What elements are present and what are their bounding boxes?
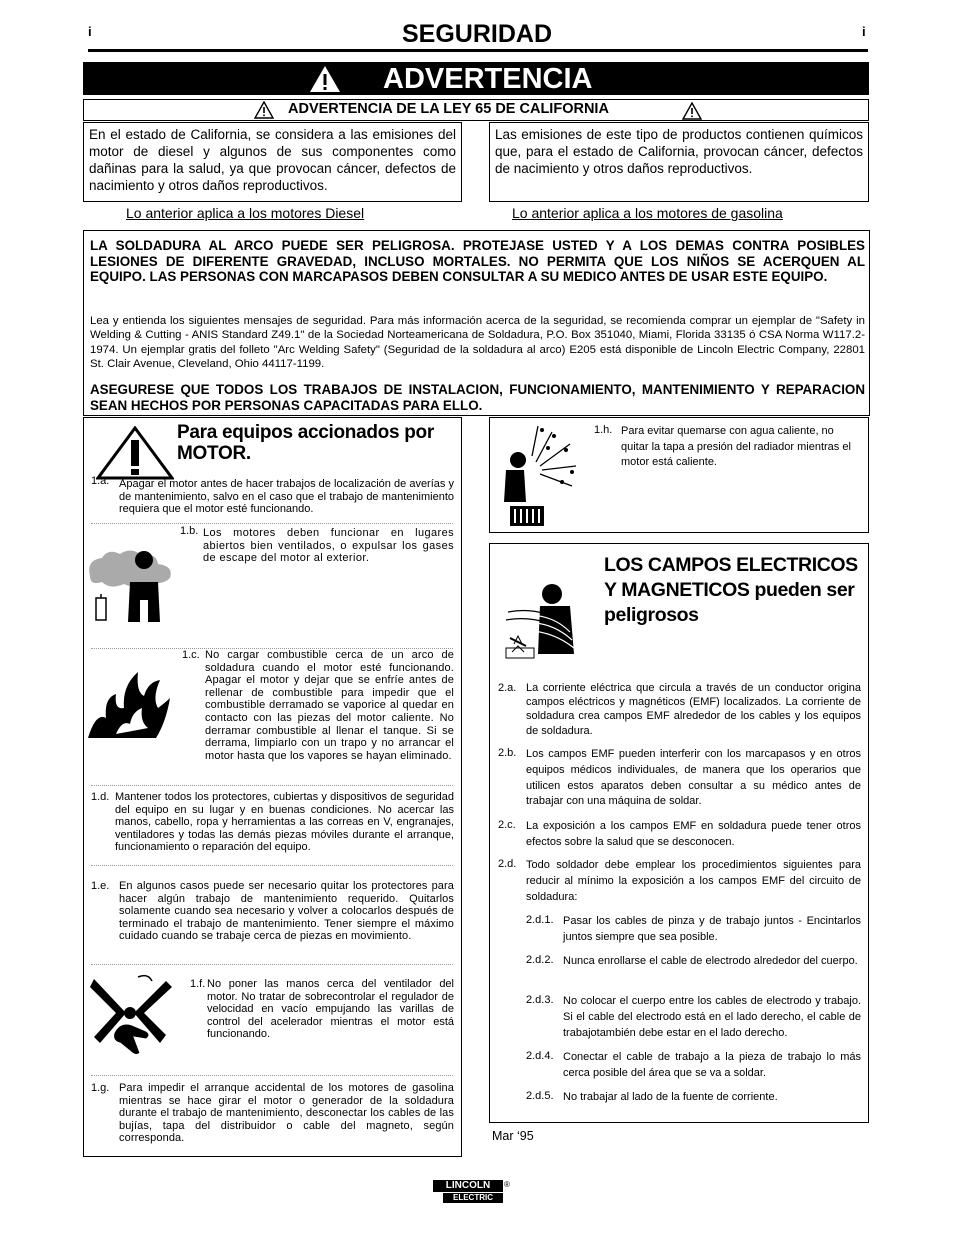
item-text: La exposición a los campos EMF en soldadura puede tener otros efectos sobre la salud que se desconocen. (526, 820, 861, 848)
info-text: Lea y entienda los siguientes mensajes de seguridad. Para más información acerca de la seguridad, se recomienda comprar un ejemplar de "Safety in Welding & Cutting - ANIS Standard Z49.1" de la Sociedad Norteamericana de Soldadura, P.O. Box 351040, Miami, Florida 33135 ó CSA Norma W117.2-1974. Un ejemplar gratis del folleto "Arc Welding Safety" (Seguridad de la soldadura al arco) E205 está disponible de Lincoln Electric Company, 22801 St. Clair Avenue, Cleveland, Ohio 44117-1199. (90, 315, 865, 371)
fire-icon (86, 668, 174, 740)
warning-banner (83, 62, 869, 95)
item-text: No cargar combustible cerca de un arco de soldadura cuando el motor esté funcionando. Apagar el motor y dejar que se enfríe antes de rellenar de combustible para impedir que el combustible derramado se vaporice al quedar en contacto con las piezas del motor caliente. No derramar combustible al llenar el tanque. Si se derrama, limpiarlo con un trapo y no arrancar el motor hasta que los vapores se hayan eliminado. (205, 649, 454, 762)
item-id: 2.d. (498, 858, 517, 870)
prop65-heading-box (83, 99, 869, 121)
item-id: 2.d.1. (526, 914, 554, 926)
item-id: 2.c. (498, 819, 516, 831)
item-text: Los campos EMF pueden interferir con los marcapasos y en otros equipos médicos individuales, de manera que los operarios que utilicen estos aparatos deben consultar a su médico antes de trabajar con una máquina de soldar. (526, 748, 861, 808)
warning-triangle-icon (96, 426, 174, 480)
item-id: 2.b. (498, 747, 517, 759)
item-text: Pasar los cables de pinza y de trabajo juntos - Encintarlos juntos siempre que sea posible. (563, 915, 861, 943)
divider (91, 523, 453, 524)
item-text: Conectar el cable de trabajo a la pieza de trabajo lo más cerca posible del área que se va a soldar. (563, 1051, 861, 1079)
item-id: 1.h. (594, 424, 613, 436)
item-id: 2.d.4. (526, 1050, 554, 1062)
divider (91, 865, 453, 866)
item-text: La corriente eléctrica que circula a través de un conductor origina campos eléctricos y magnéticos (EMF) localizados. La corriente de soldadura crea campos EMF alrededor de los cables y los equipos de soldadura. (526, 682, 861, 737)
item-text: Todo soldador debe emplear los procedimientos siguientes para reducir al mínimo la exposición a los campos EMF del circuito de soldadura: (526, 859, 861, 903)
item-id: 1.b. (180, 525, 199, 537)
warning-banner-title: ADVERTENCIA (383, 63, 593, 95)
item-id: 2.d.3. (526, 994, 554, 1006)
warning-triangle-icon (682, 102, 702, 120)
item-id: 1.g. (91, 1082, 110, 1094)
prop65-gasoline-caption: Lo anterior aplica a los motores de gasolina (512, 205, 783, 221)
item-id: 2.d.2. (526, 954, 554, 966)
item-text: En algunos casos puede ser necesario quitar los protectores para hacer algún trabajo de mantenimiento requerido. Quitarlos solamente cuando sea necesario y volver a colocarlos después de terminado el trabajo de mantenimiento. Tener siempre el máximo cuidado cuando se trabaje cerca de piezas en movimiento. (119, 880, 454, 943)
item-id: 1.f. (190, 978, 206, 990)
item-id: 1.c. (182, 649, 200, 661)
logo-bottom: ELECTRIC (443, 1193, 503, 1203)
item-text: Para impedir el arranque accidental de los motores de gasolina mientras se hace girar el motor o generador de la soldadura durante el trabajo de mantenimiento, desconectar los cables de las bujías, tapa del distribuidor o cable del magneto, según corresponda. (119, 1082, 454, 1145)
item-id: 1.a. (91, 475, 110, 487)
item-text: No poner las manos cerca del ventilador del motor. No tratar de sobrecontrolar el regulador de velocidad en vacío empujando las varillas de control del acelerador mientras el motor está funcionando. (207, 978, 454, 1041)
prop65-heading: ADVERTENCIA DE LA LEY 65 DE CALIFORNIA (288, 101, 609, 117)
prop65-gasoline-text: Las emisiones de este tipo de productos contienen químicos que, para el estado de California, provocan cáncer, defectos de nacimiento y otros daños reproductivos. (489, 122, 869, 202)
exhaust-fumes-icon (86, 546, 178, 626)
radiator-box (489, 417, 869, 533)
lincoln-electric-logo (433, 1180, 511, 1206)
logo-top: LINCOLN (433, 1180, 503, 1192)
section-title: SEGURIDAD (401, 20, 552, 48)
item-id: 1.e. (91, 880, 110, 892)
emf-heading: LOS CAMPOS ELECTRICOS Y MAGNETICOS pueden ser peligrosos (604, 554, 858, 626)
revision-date: Mar ‘95 (492, 1129, 534, 1143)
item-text: Mantener todos los protectores, cubiertas y dispositivos de seguridad del equipo en su lugar y en buenas condiciones. No acercar las manos, cabello, ropa y herramientas a las correas en V, engranajes, ventiladores y todas las demás piezas móviles durante el arranque, funcionamiento o reparación del equipo. (115, 791, 454, 854)
item-id: 1.d. (91, 791, 110, 803)
page-number-right: i (862, 24, 866, 39)
divider (91, 1075, 453, 1076)
item-id: 2.a. (498, 682, 517, 694)
main-warning-box (83, 230, 870, 416)
item-text: Nunca enrollarse el cable de electrodo alrededor del cuerpo. (563, 955, 858, 967)
motor-section (83, 417, 462, 1157)
item-text: Para evitar quemarse con agua caliente, no quitar la tapa a presión del radiador mientras el motor está caliente. (621, 425, 851, 469)
item-text: Apagar el motor antes de hacer trabajos de localización de averías y de mantenimiento, salvo en el caso que el trabajo de mantenimiento requiera que el motor esté funcionando. (119, 478, 454, 516)
emf-section (489, 543, 869, 1123)
qualified-text: ASEGURESE QUE TODOS LOS TRABAJOS DE INSTALACION, FUNCIONAMIENTO, MANTENIMIENTO Y REPARACION SEAN HECHOS POR PERSONAS CAPACITADAS PARA ELLO. (90, 382, 865, 413)
item-text: No colocar el cuerpo entre los cables de electrodo y trabajo. Si el cable del electrodo está en el lado derecho, el cable de trabajotambién debe estar en el lado derecho. (563, 995, 861, 1039)
item-id: 2.d.5. (526, 1090, 554, 1102)
warning-triangle-icon (309, 65, 341, 93)
logo-registered-mark: ® (504, 1180, 510, 1189)
page-number-left: i (88, 24, 92, 39)
warning-triangle-icon (254, 101, 274, 119)
divider (91, 785, 453, 786)
prop65-diesel-caption: Lo anterior aplica a los motores Diesel (126, 205, 365, 221)
header-rule (88, 49, 868, 52)
item-text: No trabajar al lado de la fuente de corriente. (563, 1091, 778, 1103)
prop65-diesel-text: En el estado de California, se considera a las emisiones del motor de diesel y algunos de sus componentes como dañinas para la salud, ya que provocan cáncer, defectos de nacimiento y otros daños reproductivos. (83, 122, 462, 202)
motor-heading: Para equipos accionados por MOTOR. (177, 422, 434, 464)
hot-water-spray-icon (492, 422, 582, 528)
fan-hand-icon (86, 973, 176, 1059)
emf-welder-icon (500, 582, 582, 662)
item-text: Los motores deben funcionar en lugares abiertos bien ventilados, o expulsar los gases de escape del motor al exterior. (203, 527, 454, 565)
divider (91, 964, 453, 965)
danger-text: LA SOLDADURA AL ARCO PUEDE SER PELIGROSA. PROTEJASE USTED Y A LOS DEMAS CONTRA POSIBLES LESIONES DE DIFERENTE GRAVEDAD, INCLUSO MORTALES. NO PERMITA QUE LOS NIÑOS SE ACERQUEN AL EQUIPO. LAS PERSONAS CON MARCAPASOS DEBEN CONSULTAR A SU MEDICO ANTES DE USAR ESTE EQUIPO. (90, 238, 865, 284)
